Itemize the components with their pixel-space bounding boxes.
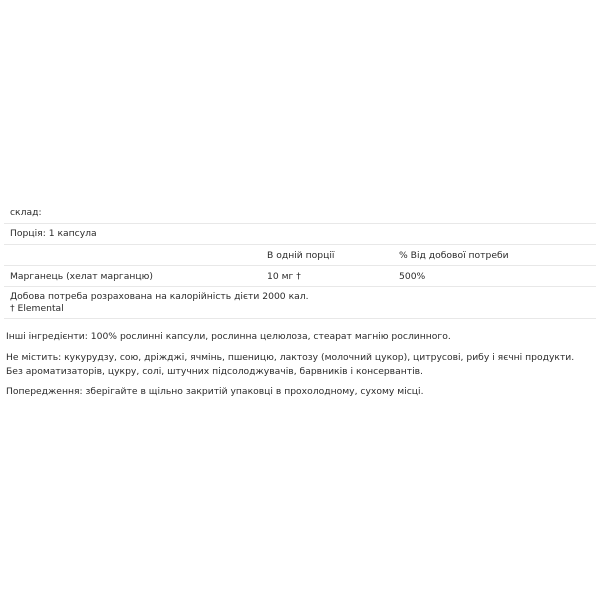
nutrient-name: Марганець (хелат марганцю) [10, 271, 153, 282]
supplement-facts-table [4, 203, 596, 319]
composition-label: склад: [10, 207, 42, 218]
header-daily-value: % Від добової потреби [399, 250, 509, 261]
facts-footnotes [4, 287, 596, 319]
other-ingredients-text: Інші інгредієнти: 100% рослинні капсули, рослинна целюлоза, стеарат магнію рослинного. [6, 331, 451, 342]
warning-text: Попередження: зберігайте в щільно закритій упаковці в прохолодному, сухому місці. [6, 386, 424, 397]
nutrient-amount: 10 мг † [267, 271, 301, 282]
serving-size: Порція: 1 капсула [10, 228, 97, 239]
header-amount: В одній порції [267, 250, 335, 261]
serving-size-row [4, 224, 596, 245]
header-name [10, 250, 267, 261]
free-from-text: Не містить: кукурудзу, сою, дріжджі, ячмінь, пшеницю, лактозу (молочний цукор), цитрусові, рибу і яєчні продукти. Без ароматизаторів, цукру, солі, штучних підсолоджувачів, барвників і консервантів. [6, 352, 575, 377]
nutrient-daily-value: 500% [399, 271, 426, 282]
daily-value-footnote: Добова потреба розрахована на калорійність дієти 2000 кал. [10, 291, 309, 302]
composition-label-row [4, 203, 596, 224]
nutrient-row [4, 266, 596, 287]
elemental-footnote: † Elemental [10, 303, 64, 314]
facts-header-row [4, 245, 596, 266]
